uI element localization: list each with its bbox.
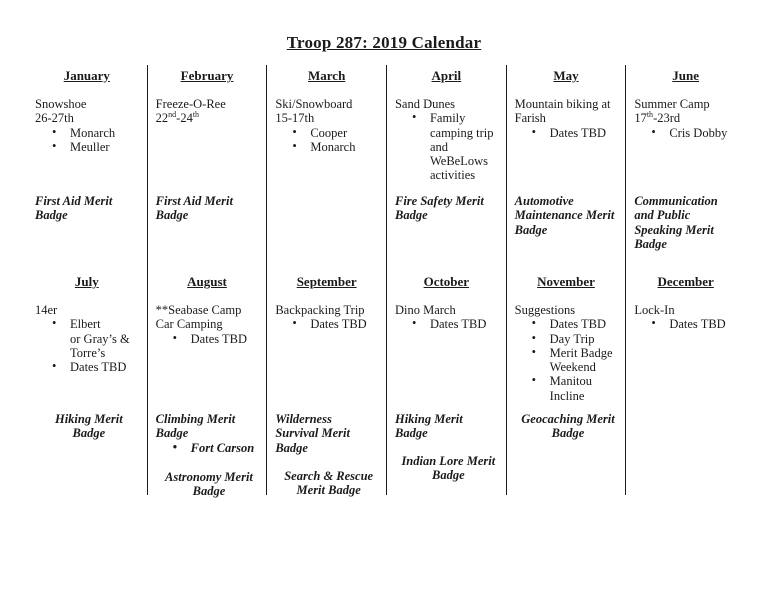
month-header xyxy=(148,275,267,289)
badge-line: Hiking Merit xyxy=(394,412,463,426)
month-name: July xyxy=(74,274,99,289)
month-name: June xyxy=(672,68,700,83)
month-header xyxy=(626,69,745,83)
month-events xyxy=(515,97,622,140)
merit-badge xyxy=(35,194,143,223)
badge-line: Wilderness xyxy=(275,412,332,426)
month-cell-september xyxy=(266,258,386,498)
month-cell-november xyxy=(506,258,626,495)
badge-line: Badge xyxy=(394,208,428,223)
month-name: March xyxy=(308,68,346,83)
badge-line: Climbing Merit xyxy=(155,412,236,426)
month-header xyxy=(267,275,386,289)
month-events xyxy=(275,303,382,332)
event-line: Snowshoe xyxy=(35,97,87,111)
bullet-item xyxy=(395,111,502,182)
month-header xyxy=(27,69,147,83)
badge-line: Merit Badge xyxy=(296,483,361,498)
badge-line: First Aid Merit xyxy=(155,194,233,208)
bullet-text-line: and xyxy=(429,139,449,154)
month-name: August xyxy=(187,274,227,289)
badge-line: Badge xyxy=(514,222,548,237)
month-header xyxy=(626,275,745,289)
merit-badge xyxy=(275,469,382,498)
event-line: Car Camping xyxy=(155,317,223,332)
bullet-text-line: • Manitou xyxy=(549,374,593,389)
bullet-text-line: Weekend xyxy=(549,360,596,375)
bullet-text-line: • Family xyxy=(429,111,466,126)
page-title: Troop 287: 2019 Calendar xyxy=(286,33,482,52)
badge-line: Badge xyxy=(275,440,308,455)
merit-badge xyxy=(156,412,263,455)
bullet-item: • Dates TBD xyxy=(275,317,382,331)
ordinal-superscript: th xyxy=(646,110,654,120)
badge-line: Badge xyxy=(155,426,189,441)
badge-line: Badge xyxy=(192,484,226,499)
bullet-item: • Dates TBD xyxy=(35,360,143,374)
badge-line: Maintenance Merit xyxy=(514,208,615,223)
bullet-item: • Dates TBD xyxy=(634,317,741,331)
bullet-item: • Cris Dobby xyxy=(634,126,741,140)
event-line: Mountain biking at xyxy=(514,97,611,111)
event-date: 22nd-24th xyxy=(155,110,200,126)
month-name: February xyxy=(180,68,234,83)
merit-badge xyxy=(395,194,502,223)
event-line: Dino March xyxy=(394,303,456,317)
bullet-text-line: • Merit Badge xyxy=(549,345,613,360)
badge-line: Hiking Merit xyxy=(54,412,123,426)
month-cell-june xyxy=(625,65,745,258)
month-header xyxy=(267,69,386,83)
event-line: Sand Dunes xyxy=(394,97,456,111)
month-name: January xyxy=(63,68,110,83)
month-header xyxy=(507,275,626,289)
month-cell-april xyxy=(386,65,506,258)
month-events xyxy=(156,97,263,126)
badge-line: Badge xyxy=(551,426,585,441)
month-name: September xyxy=(296,274,357,289)
month-events xyxy=(35,303,143,374)
month-events xyxy=(634,97,741,140)
month-cell-february xyxy=(147,65,267,258)
event-line: **Seabase Camp xyxy=(155,303,242,317)
month-header xyxy=(27,275,147,289)
month-events xyxy=(395,303,502,332)
bullet-text-line: WeBeLows xyxy=(429,154,488,169)
month-events xyxy=(515,303,622,403)
bullet-item: • Dates TBD xyxy=(515,317,622,331)
bullet-text-line: activities xyxy=(429,168,476,183)
month-events xyxy=(634,303,741,332)
bullet-item: • Dates TBD xyxy=(395,317,502,331)
badge-line: Badge xyxy=(35,208,68,223)
badge-line: Badge xyxy=(394,426,428,441)
month-header xyxy=(387,69,506,83)
bullet-item: • Fort Carson xyxy=(156,441,263,455)
badge-line: Badge xyxy=(432,468,465,483)
month-header xyxy=(507,69,626,83)
event-line: Summer Camp xyxy=(634,97,710,111)
month-events xyxy=(156,303,263,346)
month-name: November xyxy=(537,274,595,289)
event-line: Lock-In xyxy=(634,303,675,317)
month-cell-july xyxy=(27,258,147,495)
event-date: 26-27th xyxy=(35,111,74,126)
month-cell-january xyxy=(27,65,147,258)
bullet-text-line: Torre’s xyxy=(70,345,106,360)
month-cell-october xyxy=(386,258,506,495)
merit-badge xyxy=(395,412,502,441)
month-cell-december xyxy=(625,258,745,495)
month-name: May xyxy=(553,68,579,83)
month-name: October xyxy=(423,274,470,289)
badge-line: Search & Rescue xyxy=(284,469,374,483)
month-header xyxy=(148,69,267,83)
merit-badge xyxy=(35,412,143,441)
event-line: Suggestions xyxy=(514,303,576,317)
ordinal-superscript: th xyxy=(192,110,200,120)
bullet-text-line: or Gray’s & xyxy=(70,331,130,346)
bullet-item: • Day Trip xyxy=(515,332,622,346)
badge-line: Fire Safety Merit xyxy=(394,194,484,208)
bullet-text-line: • Elbert xyxy=(70,317,101,332)
badge-line: Indian Lore Merit xyxy=(401,454,496,468)
ordinal-superscript: nd xyxy=(168,110,177,120)
badge-line: Geocaching Merit xyxy=(521,412,615,426)
badge-line: Astronomy Merit xyxy=(165,470,253,484)
calendar-table xyxy=(27,65,745,499)
merit-badge xyxy=(156,470,263,499)
month-cell-august xyxy=(147,258,267,499)
bullet-item: • Meuller xyxy=(35,140,143,154)
month-events xyxy=(395,97,502,183)
month-header xyxy=(387,275,506,289)
bullet-item: • Dates TBD xyxy=(515,126,622,140)
month-cell-may xyxy=(506,65,626,258)
badge-line: First Aid Merit xyxy=(35,194,113,208)
badge-line: Badge xyxy=(155,208,189,223)
month-events xyxy=(275,97,382,154)
merit-badge xyxy=(395,454,502,483)
merit-badge xyxy=(275,412,382,455)
month-name: December xyxy=(657,274,714,289)
event-line: Ski/Snowboard xyxy=(275,97,353,111)
bullet-item: • Monarch xyxy=(35,126,143,140)
merit-badge xyxy=(634,194,741,251)
merit-badge xyxy=(515,194,622,237)
month-events xyxy=(35,97,143,154)
badge-line: Automotive xyxy=(514,194,574,208)
month-cell-march xyxy=(266,65,386,258)
badge-line: Speaking Merit xyxy=(634,222,714,237)
badge-line: Badge xyxy=(634,236,667,251)
event-line: Backpacking Trip xyxy=(275,303,365,317)
event-line: Farish xyxy=(514,111,546,126)
bullet-item xyxy=(515,346,622,375)
badge-line: Survival Merit xyxy=(275,426,350,441)
bullet-item: • Dates TBD xyxy=(156,332,263,346)
bullet-item xyxy=(35,317,143,360)
bullet-item: • Monarch xyxy=(275,140,382,154)
merit-badge xyxy=(156,194,263,223)
merit-badge xyxy=(515,412,622,441)
event-line: Freeze-O-Ree xyxy=(155,97,226,111)
event-date: 15-17th xyxy=(275,111,315,126)
bullet-text-line: Incline xyxy=(549,388,585,403)
event-date: 17th-23rd xyxy=(634,110,681,126)
bullet-item xyxy=(515,374,622,403)
event-line: 14er xyxy=(35,303,58,317)
bullet-item: • Cooper xyxy=(275,126,382,140)
bullet-text-line: camping trip xyxy=(429,125,494,140)
month-name: April xyxy=(431,68,462,83)
badge-line: and Public xyxy=(634,208,691,223)
badge-line: Badge xyxy=(72,426,106,441)
badge-line: Communication xyxy=(634,194,718,208)
